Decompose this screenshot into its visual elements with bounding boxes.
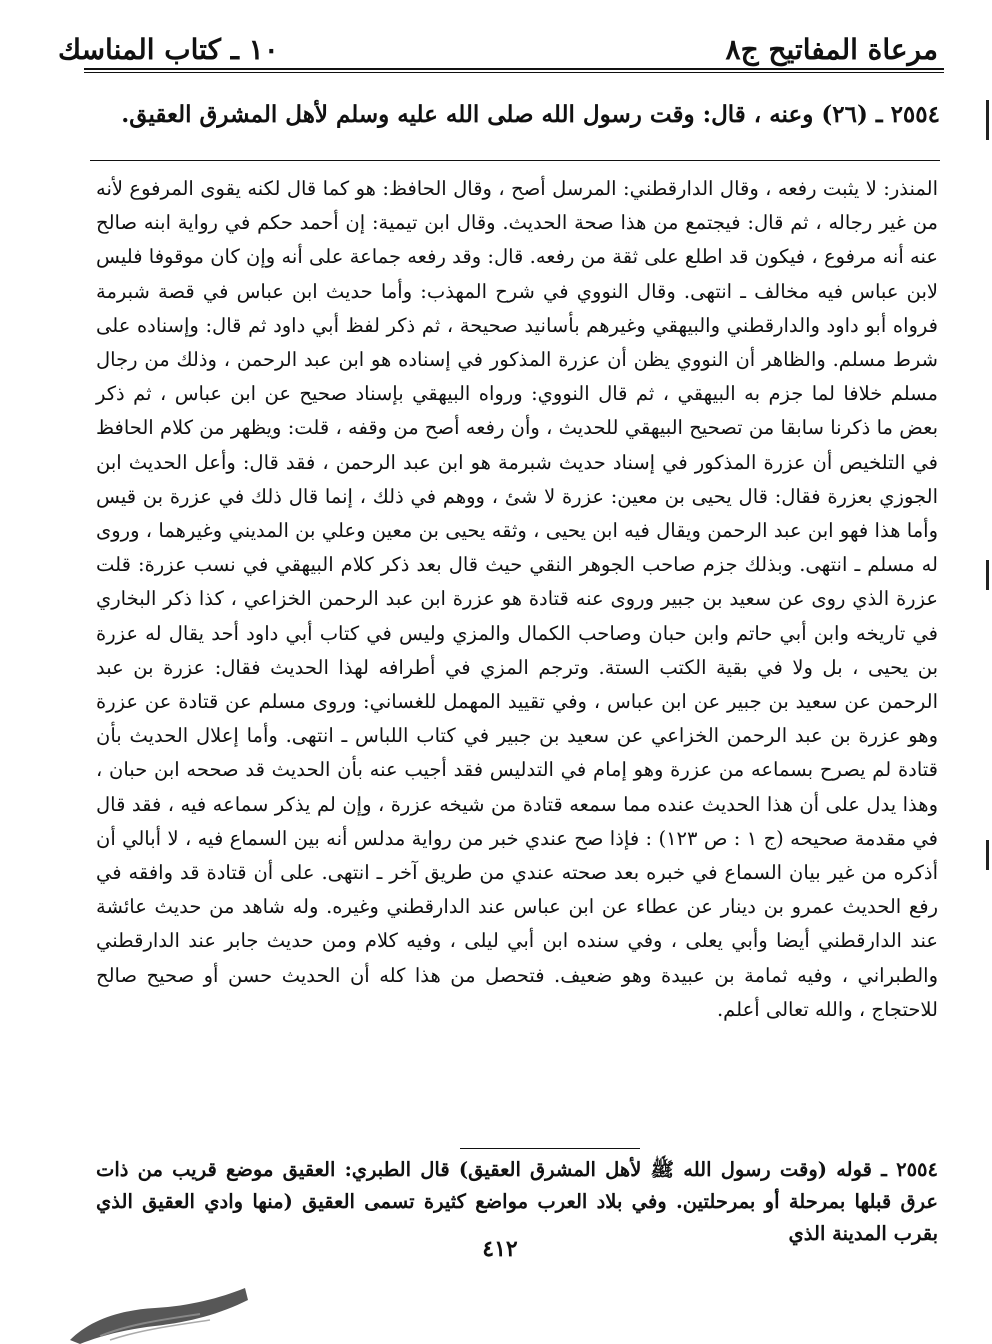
scan-edge-mark: [986, 560, 989, 590]
header-book-title: مرعاة المفاتيح ج٨: [725, 33, 938, 66]
footnote-separator-rule: [460, 1148, 640, 1149]
scan-edge-mark: [986, 100, 989, 140]
page-number: ٤١٢: [482, 1236, 518, 1262]
header-chapter-title: ١٠ ـ كتاب المناسك: [58, 33, 279, 66]
header-rule: [84, 68, 944, 70]
header-rule-thin: [84, 72, 944, 73]
running-header: [58, 14, 938, 66]
hadith-separator-rule: [90, 160, 940, 161]
footnote-text: ٢٥٥٤ ـ قوله (وقت رسول الله ﷺ لأهل المشرق العقيق) قال الطبري: العقيق موضع قريب من ذات عرق قبلها بمرحلة أو بمرحلتين. وفي بلاد العرب مواضع كثيرة تسمى العقيق (منها وادي العقيق الذي بقرب المدينة الذي: [96, 1158, 938, 1245]
hadith-text: ٢٥٥٤ ـ (٢٦) وعنه ، قال: وقت رسول الله صلى الله عليه وسلم لأهل المشرق العقيق.: [121, 101, 940, 128]
scan-smudge-mark: [60, 1280, 250, 1344]
commentary-body: المنذر: لا يثبت رفعه ، وقال الدارقطني: المرسل أصح ، وقال الحافظ: هو كما قال لكنه يقوى المرفوع لأنه من غير رجاله ، ثم قال: فيجتمع من هذا صحة الحديث. وقال ابن تيمية: إن أحمد حكم في رواية ابنه صالح عنه أنه مرفوع ، فيكون قد اطلع على ثقة من رفعه. قال: وقد رفعه جماعة على أنه وإن كان موقوفا فليس لابن عباس فيه مخالف ـ انتهى. وقال النووي في شرح المهذب: وأما حديث ابن عباس في قصة شبرمة فرواه أبو داود والدارقطني والبيهقي وغيرهم بأسانيد صحيحة ، ثم ذكر لفظ أبي داود ثم قال: وإسناده على شرط مسلم. والظاهر أن النووي يظن أن عزرة المذكور في إسناده هو ابن عبد الرحمن ، وذلك من رجال مسلم خلافا لما جزم به البيهقي ، ثم قال النووي: ورواه البيهقي بإسناد صحيح عن ابن عباس ، ثم ذكر بعض ما ذكرنا سابقا من تصحيح البيهقي للحديث ، وأن رفعه أصح من وقفه ، قلت: ويظهر من كلام الحافظ في التلخيص أن عزرة المذكور في إسناد حديث شبرمة هو ابن عبد الرحمن ، فقد قال: وأعل الحديث ابن الجوزي بعزرة فقال: قال يحيى بن معين: عزرة لا شئ ، ووهم في ذلك ، إنما قال ذلك في عزرة بن قيس وأما هذا فهو ابن عبد الرحمن ويقال فيه ابن يحيى ، وثقه يحيى بن معين وعلي بن المديني وغيرهما ، وروى له مسلم ـ انتهى. وبذلك جزم صاحب الجوهر النقي حيث قال بعد ذكر كلام البيهقي في نسب عزرة: قلت عزرة الذي روى عن سعيد بن جبير وروى عنه قتادة هو عزرة ابن عبد الرحمن الخزاعي ، كذا ذكر البخاري في تاريخه وابن أبي حاتم وابن حبان وصاحب الكمال والمزي وليس في كتاب أبي داود أحد يقال له عزرة بن يحيى ، بل ولا في بقية الكتب الستة. وترجم المزي في أطرافه لهذا الحديث فقال: عزرة بن عبد الرحمن عن سعيد بن جبير عن ابن عباس ، وفي تقييد المهمل للغساني: وروى مسلم عن قتادة عن عزرة وهو عزرة بن عبد الرحمن الخزاعي عن سعيد بن جبير في كتاب اللباس ـ انتهى. وأما إعلال الحديث بأن قتادة لم يصرح بسماعه من عزرة وهو إمام في التدليس فقد أجيب عنه بأن الحديث قد صححه ابن حبان ، وهذا يدل على أن هذا الحديث عنده مما سمعه قتادة من شيخه عزرة ، وإن لم يذكر سماعه فيه ، فقد قال في مقدمة صحيحه (ج ١ : ص ١٢٣) : فإذا صح عندي خبر من رواية مدلس أنه بين السماع فيه ، لا أبالي أن أذكره من غير بيان السماع في خبره بعد صحته عندي من طريق آخر ـ انتهى. على أن قتادة قد وافقه في رفع الحديث عمرو بن دينار عن عطاء عن ابن عباس عند الدارقطني وغيره. وله شاهد من حديث عائشة عند الدارقطني أيضا وأبي يعلى ، وفي سنده ابن أبي ليلى ، وفيه كلام ومن حديث جابر عند الدارقطني والطبراني ، وفيه ثمامة بن عبيدة وهو ضعيف. فتحصل من هذا كله أن الحديث حسن أو صحيح صالح للاحتجاج ، والله تعالى أعلم.: [96, 177, 938, 1021]
scan-edge-mark: [986, 840, 989, 870]
